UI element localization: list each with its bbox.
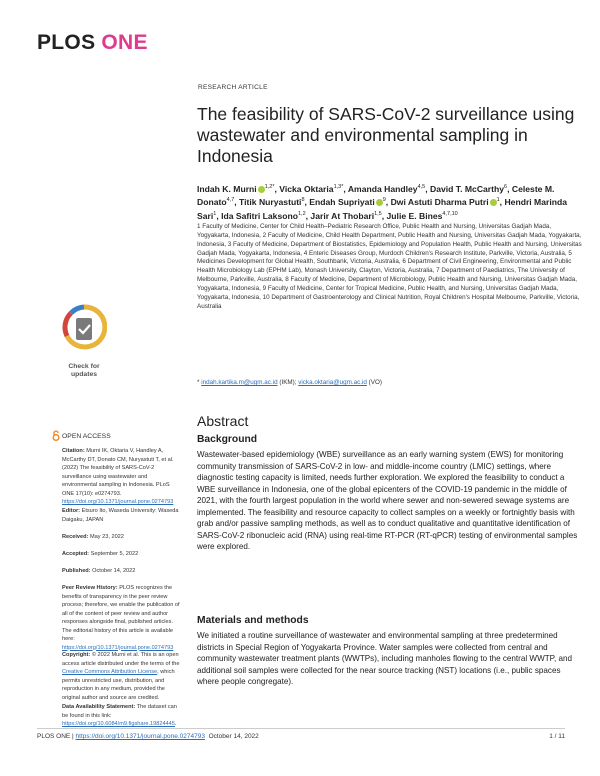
author-affiliation-sup: 1 [496, 197, 500, 204]
citation-doi-link[interactable]: https://doi.org/10.1371/journal.pone.0274793 [62, 499, 174, 505]
author-affiliation-sup: 1,2* [264, 184, 275, 190]
author-affiliation-sup: 4,7 [226, 197, 235, 204]
received-date: May 23, 2022 [90, 534, 124, 540]
published-label: Published: [62, 568, 91, 574]
citation-label: Citation: [62, 448, 85, 454]
peer-review-text: PLOS recognizes the benefits of transparency in the peer review process; therefore, we enable the publication of all of the content of peer review and author responses alongside final, published articles. The editorial history of this article is available here: [62, 585, 180, 642]
peer-review-link[interactable]: https://doi.org/10.1371/journal.pone.0274793 [62, 644, 174, 651]
footer-separator: | [70, 733, 76, 740]
footer-doi-link[interactable]: https://doi.org/10.1371/journal.pone.0274793 [75, 733, 205, 740]
author-name: David T. McCarthy [430, 183, 505, 194]
citation-block [62, 447, 180, 507]
orcid-icon[interactable] [376, 199, 383, 206]
peer-review-label: Peer Review History: [62, 585, 118, 591]
author-name: Celeste M. Donato [197, 183, 555, 208]
orcid-icon[interactable] [258, 186, 265, 193]
copyright-text-1: © 2022 Murni et al. This is an open access article distributed under the terms of the [62, 652, 180, 667]
journal-logo [37, 31, 148, 55]
author-name: Hendri Marinda Sari [197, 197, 568, 221]
data-figshare-link[interactable]: https://doi.org/10.6084/m9.figshare.19824445 [62, 721, 175, 727]
author-affiliation-sup: 6 [504, 184, 508, 190]
email-link-ikm[interactable]: indah.kartika.m@ugm.ac.id [201, 379, 278, 386]
published-block [62, 567, 180, 576]
author-affiliation-sup: 8 [301, 197, 305, 204]
author-name: Amanda Handley [347, 183, 418, 194]
footer-date: October 14, 2022 [208, 733, 259, 740]
author-affiliation-sup: 1,5 [374, 210, 382, 217]
received-block [62, 533, 180, 542]
email-link-vo[interactable]: vicka.oktaria@ugm.ac.id [298, 379, 367, 386]
copyright-text-2: , which permits unrestricted use, distribution, and reproduction in any medium, provided the original author and source are credited. [62, 669, 175, 701]
author-name: Vicka Oktaria [279, 183, 334, 194]
logo-one: ONE [101, 31, 148, 54]
author-name: Titik Nuryastuti [239, 197, 302, 208]
correspondence [197, 379, 583, 386]
check-for-updates-label[interactable]: Check for updates [68, 363, 100, 378]
editor-text: Etsuro Ito, Waseda University: Waseda Daigaku, JAPAN [62, 508, 179, 523]
data-end: . [174, 721, 177, 727]
author-name: Indah K. Murni [197, 183, 257, 194]
author-affiliation-sup: 4,7,10 [442, 210, 458, 217]
abstract-heading: Abstract [197, 413, 249, 429]
corr-prefix: * [197, 379, 202, 386]
background-text: Wastewater-based epidemiology (WBE) surveillance as an early warning system (EWS) for monitoring community transmission of SARS-CoV-2 in low- and middle-income country (LMIC) settings, where diagnostic testing capacity is limited, needs further exploration. We explored the feasibility to conduct a WBE surveillance in Indonesia, one of the global epicenters of the COVID-19 pandemic in the middle of 2021, with the fourth largest population in the world where sewer and non-sewered sewage systems are implemented. The feasibility and resource capacity to collect samples on a weekly or fortnightly basis with grab and/or passive sampling methods, as well as to conduct qualitative and quantitative identification of SARS-CoV-2 ribonucleic acid (RNA) using real-time RT-PCR (RT-qPCR) testing of environmental samples were explored. [197, 450, 578, 551]
accepted-label: Accepted: [62, 551, 90, 557]
article-title: The feasibility of SARS-CoV-2 surveillance using wastewater and environmental sampling in Indonesia [197, 104, 575, 166]
accepted-date: September 5, 2022 [90, 551, 139, 557]
check-for-updates-icon[interactable] [61, 304, 107, 354]
methods-text: We initiated a routine surveillance of wastewater and environmental sampling at three predetermined districts in Special Region of Yogyakarta Province. Water samples were collected from central and community wastewater treatment plants (WWTPs), including manholes flowing to the central WWTP, and additional soil samples were collected for the near source tracking (NST) locations (i.e., public spaces where people congregate). [197, 631, 573, 686]
data-availability-text: The dataset can be found in this link: [62, 704, 177, 719]
author-list: Indah K. Murni $^{1,2*}$, Vicka Oktaria$^{1,3*}$, Amanda Handley$^{4,5}$, David T. McCarthy$^6$, Celeste M. Donato$^{4,7}$, Titik Nuryastuti$^8$, Endah Supriyati $^9$, Dwi Astuti Dharma Putri $^1$, Hendri Marinda Sari$^1$, Ida Safitri Laksono$^{1,2}$, Jarir At Thobari$^{1,5}$, Julie E. Bines$^{4,7,10}$ [197, 183, 568, 221]
methods-heading: Materials and methods [197, 615, 309, 626]
copyright-block [62, 651, 180, 702]
citation-text: Murni IK, Oktaria V, Handley A, McCarthy DT, Donato CM, Nuryastuti T, et al. (2022) The feasibility of SARS-CoV-2 surveillance using wastewater and environmental sampling in Indonesia. PLoS ONE 17(10): e0274793. [62, 448, 174, 497]
orcid-icon[interactable] [490, 199, 497, 206]
author-affiliation-sup: 1 [213, 210, 217, 217]
editor-block [62, 507, 180, 524]
footer-journal: PLOS ONE [37, 733, 71, 740]
footer-divider [37, 728, 565, 729]
logo-plos: PLOS [37, 31, 96, 54]
author-affiliation-sup: 9 [382, 197, 386, 204]
page-footer [37, 733, 565, 740]
author-affiliation-sup: 1,2 [297, 210, 306, 217]
corr-label-1: (IKM); [277, 379, 299, 386]
open-access-lock-icon [52, 430, 60, 441]
article-type: RESEARCH ARTICLE [198, 84, 268, 91]
published-date: October 14, 2022 [92, 568, 136, 574]
corr-label-2: (VO) [366, 379, 382, 386]
background-heading: Background [197, 434, 258, 445]
copyright-label: Copyright: [62, 652, 91, 658]
data-availability-block [62, 703, 180, 729]
author-name: Ida Safitri Laksono [221, 210, 298, 221]
open-access-label: OPEN ACCESS [62, 433, 111, 440]
author-name: Dwi Astuti Dharma Putri [390, 197, 489, 208]
editor-label: Editor: [62, 508, 81, 514]
affiliations: 1 Faculty of Medicine, Center for Child Health–Pediatric Research Office, Public Health and Nursing, Universitas Gadjah Mada, Yogyakarta, Indonesia, 2 Faculty of Medicine, Child Health Department, Public Health and Nursing, Universitas Gadjah Mada, Yogyakarta, Indonesia, 3 Faculty of Medicine, Department of Biostatistics, Epidemiology and Population Health, Public Health and Nursing, Universitas Gadjah Mada, Yogyakarta, Indonesia, 4 Enteric Diseases Group, Murdoch Children's Research Institute, Parkville, Victoria, Australia, 5 Medicines Development for Global Health, Southbank, Victoria, Australia, 6 Department of Civil Engineering, Environmental and Public Health Microbiology Lab (EPHM Lab), Monash University, Clayton, Victoria, Australia, 7 Department of Paediatrics, The University of Melbourne, Parkville, Australia, 8 Faculty of Medicine, Department of Microbiology, Public Health and Nursing, Universitas Gadjah Mada, Yogyakarta, Indonesia, 9 Faculty of Medicine, Center for Tropical Medicine, Public Health, and Nursing, Universitas Gadjah Mada, Yogyakarta, Indonesia, 10 Department of Gastroenterology and Clinical Nutrition, Royal Children's Hospital Melbourne, Parkville, Victoria, Australia [197, 223, 582, 310]
author-affiliation-sup: 4,5 [417, 184, 426, 190]
cc-license-link[interactable]: Creative Commons Attribution License [62, 669, 158, 675]
data-availability-label: Data Availability Statement: [62, 704, 136, 710]
peer-review-block [62, 584, 180, 652]
author-name: Julie E. Bines [386, 210, 443, 221]
author-name: Endah Supriyati [309, 197, 375, 208]
author-name: Jarir At Thobari [310, 210, 375, 221]
author-affiliation-sup: 1,3* [333, 184, 344, 190]
accepted-block [62, 550, 180, 559]
page-number: 1 / 11 [549, 733, 565, 740]
received-label: Received: [62, 534, 89, 540]
